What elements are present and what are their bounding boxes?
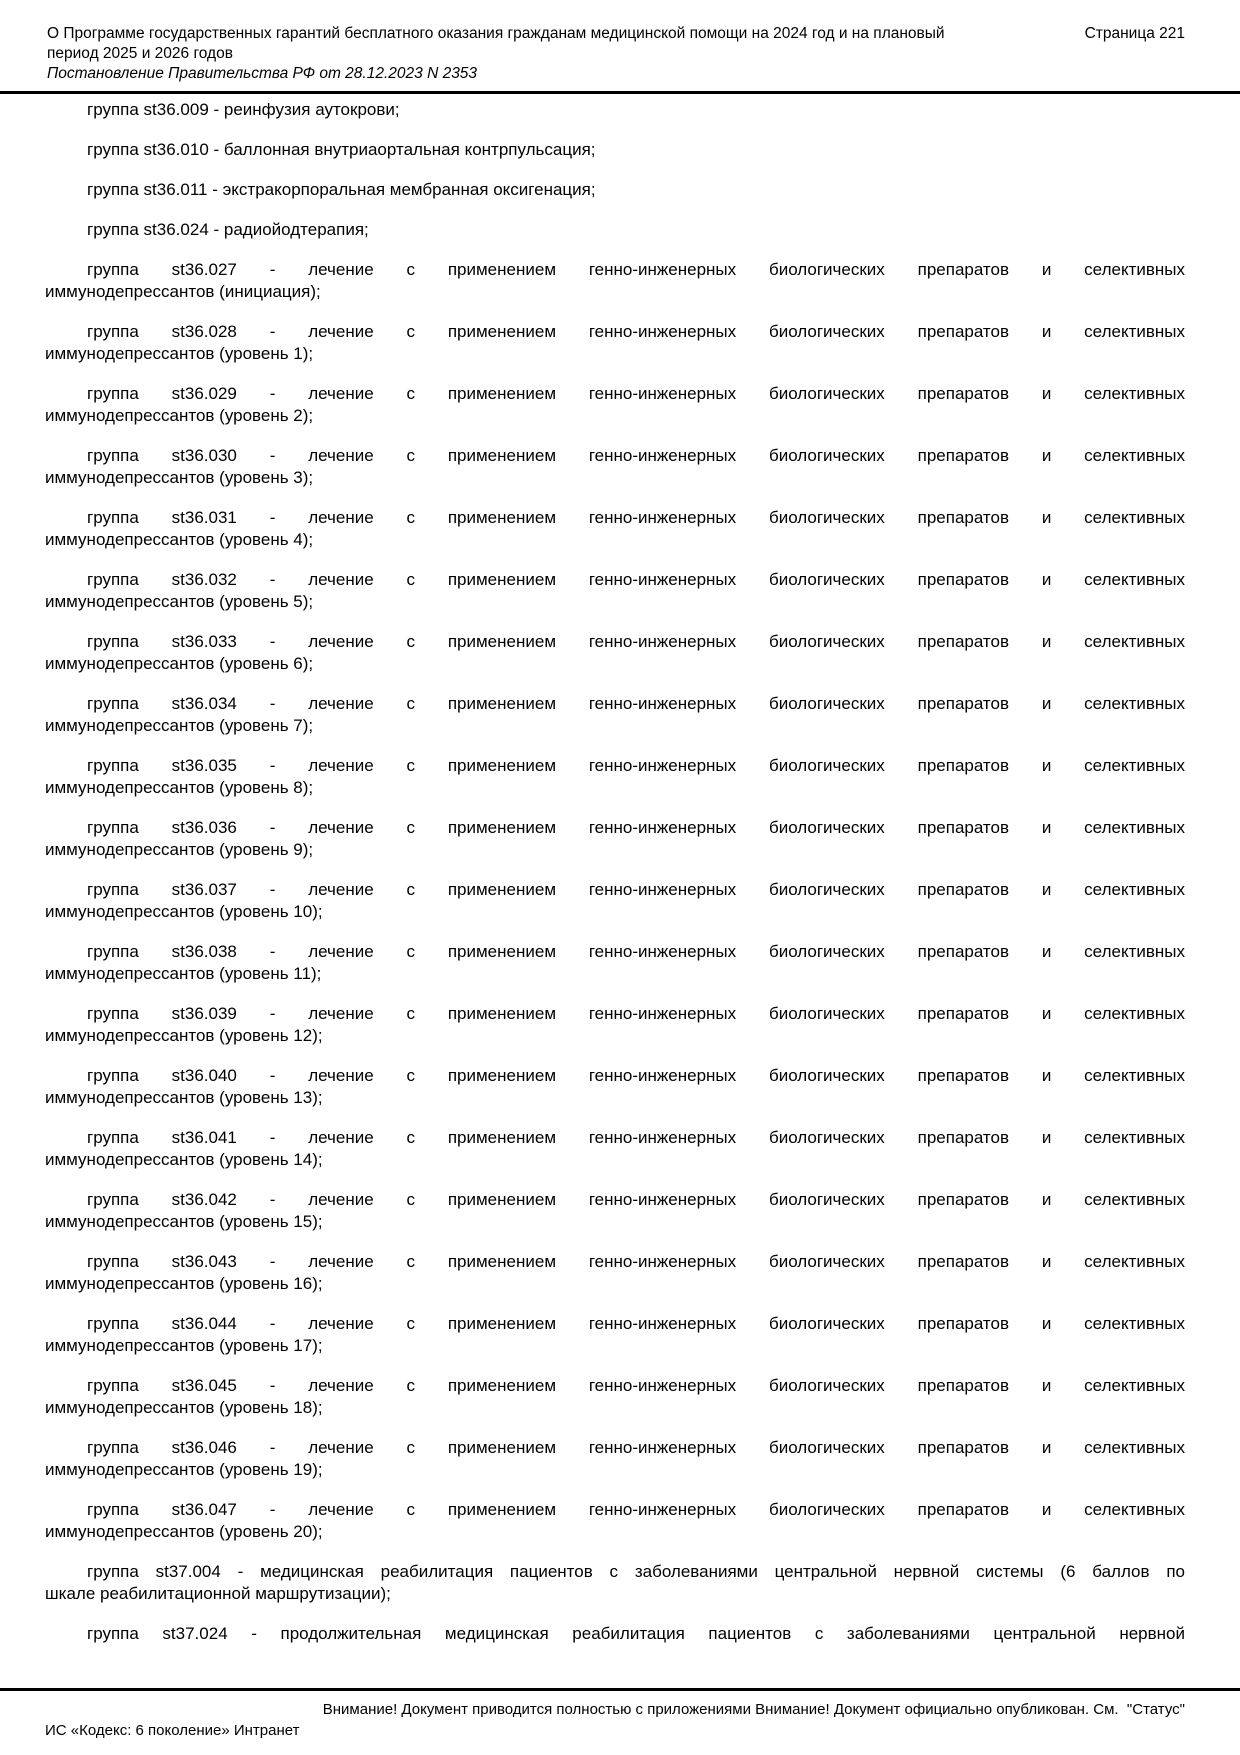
- paragraph-line: группа st37.004 - медицинская реабилитация пациентов с заболеваниями центральной нервной системы (6 баллов по: [87, 1562, 1185, 1581]
- paragraph-line: иммунодепрессантов (уровень 9);: [45, 840, 314, 859]
- paragraph-line: иммунодепрессантов (уровень 1);: [45, 344, 314, 363]
- paragraph-line: группа st36.028 - лечение с применением генно-инженерных биологических препаратов и селективных: [87, 322, 1185, 341]
- paragraph: [45, 383, 1185, 427]
- paragraph: [45, 631, 1185, 675]
- paragraph-line: группа st36.034 - лечение с применением генно-инженерных биологических препаратов и селективных: [87, 694, 1185, 713]
- paragraph: [45, 99, 1185, 121]
- paragraph-line: иммунодепрессантов (уровень 3);: [45, 468, 314, 487]
- paragraph-line: иммунодепрессантов (уровень 13);: [45, 1088, 323, 1107]
- paragraph: [45, 1499, 1185, 1543]
- paragraph: [45, 1127, 1185, 1171]
- paragraph: [45, 507, 1185, 551]
- paragraph: [45, 941, 1185, 985]
- paragraph-line: группа st36.043 - лечение с применением генно-инженерных биологических препаратов и селективных: [87, 1252, 1185, 1271]
- paragraph-line: иммунодепрессантов (уровень 20);: [45, 1522, 323, 1541]
- paragraph-line: группа st37.024 - продолжительная медицинская реабилитация пациентов с заболеваниями центральной нервной: [87, 1624, 1185, 1643]
- paragraph-line: иммунодепрессантов (уровень 8);: [45, 778, 314, 797]
- paragraph-line: группа st36.035 - лечение с применением генно-инженерных биологических препаратов и селективных: [87, 756, 1185, 775]
- paragraph-line: группа st36.032 - лечение с применением генно-инженерных биологических препаратов и селективных: [87, 570, 1185, 589]
- paragraph-line: иммунодепрессантов (уровень 2);: [45, 406, 314, 425]
- paragraph: [45, 259, 1185, 303]
- document-body: [0, 94, 1240, 1645]
- paragraph: [45, 1003, 1185, 1047]
- paragraph: [45, 445, 1185, 489]
- paragraph-line: группа st36.027 - лечение с применением генно-инженерных биологических препаратов и селективных: [87, 260, 1185, 279]
- paragraph-line: группа st36.030 - лечение с применением генно-инженерных биологических препаратов и селективных: [87, 446, 1185, 465]
- paragraph-line: иммунодепрессантов (инициация);: [45, 282, 321, 301]
- paragraph-line: группа st36.046 - лечение с применением генно-инженерных биологических препаратов и селективных: [87, 1438, 1185, 1457]
- paragraph: [45, 569, 1185, 613]
- paragraph-line: иммунодепрессантов (уровень 16);: [45, 1274, 323, 1293]
- paragraph: [45, 1437, 1185, 1481]
- paragraph: [45, 1251, 1185, 1295]
- paragraph: [45, 219, 1185, 241]
- paragraph-line: группа st36.047 - лечение с применением генно-инженерных биологических препаратов и селективных: [87, 1500, 1185, 1519]
- paragraph-line: группа st36.041 - лечение с применением генно-инженерных биологических препаратов и селективных: [87, 1128, 1185, 1147]
- paragraph-line: иммунодепрессантов (уровень 14);: [45, 1150, 323, 1169]
- paragraph-line: группа st36.009 - реинфузия аутокрови;: [87, 100, 400, 119]
- footer-source: ИС «Кодекс: 6 поколение» Интранет: [45, 1722, 300, 1739]
- paragraph-line: группа st36.042 - лечение с применением генно-инженерных биологических препаратов и селективных: [87, 1190, 1185, 1209]
- paragraph-line: иммунодепрессантов (уровень 12);: [45, 1026, 323, 1045]
- paragraph-line: группа st36.040 - лечение с применением генно-инженерных биологических препаратов и селективных: [87, 1066, 1185, 1085]
- paragraph-line: иммунодепрессантов (уровень 11);: [45, 964, 322, 983]
- header-row: [47, 24, 1185, 64]
- paragraph-line: иммунодепрессантов (уровень 7);: [45, 716, 314, 735]
- paragraph-line: группа st36.045 - лечение с применением генно-инженерных биологических препаратов и селективных: [87, 1376, 1185, 1395]
- document-footer: [0, 1688, 1240, 1741]
- paragraph-line: группа st36.024 - радиойодтерапия;: [87, 220, 369, 239]
- paragraph: [45, 321, 1185, 365]
- paragraph-line: шкале реабилитационной маршрутизации);: [45, 1584, 391, 1603]
- paragraph: [45, 179, 1185, 201]
- paragraph-line: иммунодепрессантов (уровень 4);: [45, 530, 314, 549]
- paragraph-line: иммунодепрессантов (уровень 17);: [45, 1336, 323, 1355]
- paragraph-line: иммунодепрессантов (уровень 19);: [45, 1460, 323, 1479]
- paragraph-line: группа st36.029 - лечение с применением генно-инженерных биологических препаратов и селективных: [87, 384, 1185, 403]
- document-subtitle: Постановление Правительства РФ от 28.12.2023 N 2353: [47, 65, 478, 82]
- paragraph: [45, 1623, 1185, 1645]
- paragraph: [45, 1375, 1185, 1419]
- paragraph: [45, 1065, 1185, 1109]
- paragraph-line: группа st36.038 - лечение с применением генно-инженерных биологических препаратов и селективных: [87, 942, 1185, 961]
- paragraph-line: иммунодепрессантов (уровень 5);: [45, 592, 314, 611]
- paragraph: [45, 1313, 1185, 1357]
- paragraph-line: иммунодепрессантов (уровень 18);: [45, 1398, 323, 1417]
- paragraph: [45, 755, 1185, 799]
- document-header: [0, 0, 1240, 84]
- paragraph: [45, 693, 1185, 737]
- paragraph: [45, 1189, 1185, 1233]
- paragraph-line: группа st36.031 - лечение с применением генно-инженерных биологических препаратов и селективных: [87, 508, 1185, 527]
- paragraph-line: группа st36.010 - баллонная внутриаортальная контрпульсация;: [87, 140, 596, 159]
- paragraph-line: группа st36.044 - лечение с применением генно-инженерных биологических препаратов и селективных: [87, 1314, 1185, 1333]
- paragraph-line: иммунодепрессантов (уровень 15);: [45, 1212, 323, 1231]
- paragraph-line: группа st36.037 - лечение с применением генно-инженерных биологических препаратов и селективных: [87, 880, 1185, 899]
- paragraph-line: иммунодепрессантов (уровень 10);: [45, 902, 323, 921]
- paragraph: [45, 817, 1185, 861]
- footer-notice: Внимание! Документ приводится полностью с приложениями Внимание! Документ официально опубликован. См. "Статус": [322, 1701, 1185, 1718]
- paragraph: [45, 139, 1185, 161]
- paragraph-line: группа st36.033 - лечение с применением генно-инженерных биологических препаратов и селективных: [87, 632, 1185, 651]
- paragraph-line: группа st36.036 - лечение с применением генно-инженерных биологических препаратов и селективных: [87, 818, 1185, 837]
- paragraph: [45, 879, 1185, 923]
- paragraph-line: иммунодепрессантов (уровень 6);: [45, 654, 314, 673]
- page-number: Страница 221: [1084, 25, 1185, 42]
- document-title: О Программе государственных гарантий бесплатного оказания гражданам медицинской помощи на 2024 год и на плановый период 2025 и 2026 годов: [47, 25, 945, 62]
- paragraph-line: группа st36.039 - лечение с применением генно-инженерных биологических препаратов и селективных: [87, 1004, 1185, 1023]
- paragraph: [45, 1561, 1185, 1605]
- paragraph-line: группа st36.011 - экстракорпоральная мембранная оксигенация;: [87, 180, 596, 199]
